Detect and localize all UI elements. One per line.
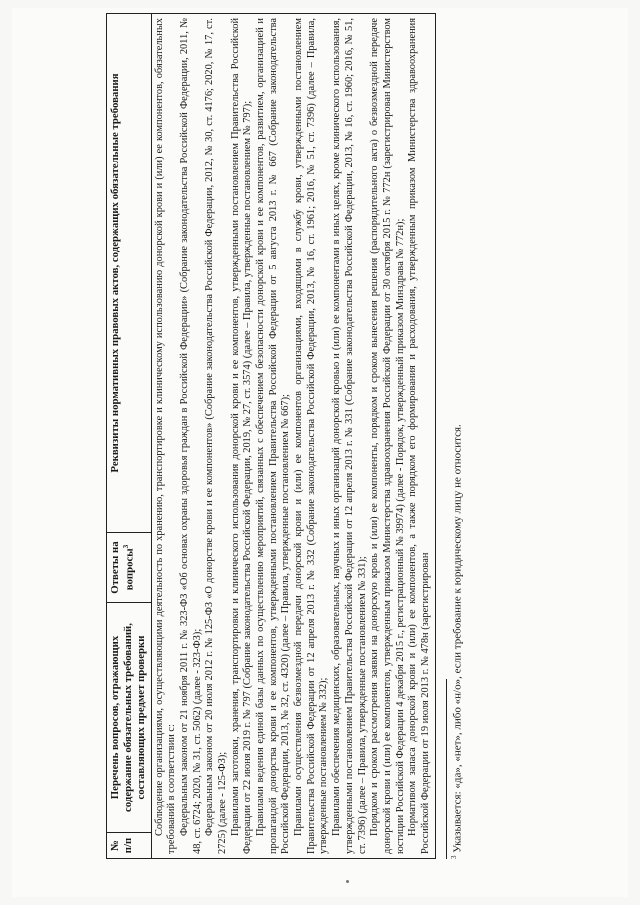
- paragraph-rules-667: Правилами ведения единой базы данных по осуществлению мероприятий, связанных с обеспечением безопасности донорской крови и ее компонентов, развитием, организацией и пропагандой донорства крови и ее компонентов, утвержденными постановлением Правительства Российской Федерации от 5 августа 2013 г. № 667 (Собрание законодательства Российской Федерации, 2013, № 32, ст. 4320) (далее – Правила, утвержденные постановлением № 667);: [255, 18, 292, 854]
- footnote-mark: 3: [122, 544, 131, 549]
- merged-content-cell: [151, 14, 435, 859]
- paragraph-intro: Соблюдение организациями, осуществляющими деятельность по хранению, транспортировке и клиническому использованию донорской крови и (или) ее компонентов, обязательных требований в соответствии с:: [153, 18, 178, 854]
- footnote-separator: [446, 679, 447, 859]
- header-number: № п/п: [107, 833, 152, 859]
- header-answers-label: Ответы на вопросы: [109, 541, 136, 594]
- paragraph-323fz: Федеральным законом от 21 ноября 2011 г. № 323-ФЗ «Об основах охраны здоровья граждан в Российской Федерации» (Собрание законодательства Российской Федерации, 2011, № 48, ст. 6724; 2020, № 31, ст. 5062) (далее - 323-ФЗ);: [178, 18, 203, 854]
- header-questions: Перечень вопросов, отражающих содержание обязательных требований, составляющих предмет проверки: [107, 603, 152, 833]
- header-answers: [107, 533, 152, 603]
- requirements-table: [106, 13, 436, 859]
- paragraph-rules-797: Правилами заготовки, хранения, транспортировки и клинического использования донорской крови и ее компонентов, утвержденными постановлением Правительства Российской Федерации от 22 июня 2019 г. № 797 (Собрание законодательства Российской Федерации, 2019, № 27, ст. 3574) (далее – Правила, утвержденные постановлением № 797);: [229, 18, 254, 854]
- rotated-document: [106, 14, 576, 859]
- footnote-number: 3: [449, 855, 458, 859]
- table-header-row: [107, 14, 152, 859]
- paragraph-rules-332: Правилами осуществления безвозмездной передачи донорской крови и (или) ее компонентов организациями, входящими в службу крови, утвержденными постановлением Правительства Российской Федерации от 12 апреля 2013 г. № 332 (Собрание законодательства Российской Федерации, 2013, № 16, ст. 1961; 2016, № 51, ст. 7396) (далее – Правила, утвержденные постановлением № 332);: [293, 18, 330, 854]
- paragraph-order-772n: Порядком и сроком рассмотрения заявки на донорскую кровь и (или) ее компоненты, порядком и сроком вынесения решения (распорядительного акта) о безвозмездной передаче донорской крови и (или) ее компонентов, утвержденным приказом Министерства здравоохранения Российской Федерации от 30 октября 2015 г. № 772н (зарегистрирован Министерством юстиции Российской Федерации 4 декабря 2015 г., регистрационный № 39974) (далее - Порядок, утвержденный приказом Минздрава № 772н);: [369, 18, 406, 854]
- paragraph-rules-331: Правилами обеспечения медицинских, образовательных, научных и иных организаций донорской кровью и (или) ее компонентами в иных целях, кроме клинического использования, утвержденными постановлением Правительства Российской Федерации от 12 апреля 2013 г. № 331 (Собрание законодательства Российской Федерации, 2013, № 16, ст. 1960; 2016, № 51, ст. 7396) (далее – Правила, утвержденные постановлением № 331);: [331, 18, 368, 854]
- footnote: [446, 14, 464, 859]
- paragraph-125fz: Федеральным законом от 20 июля 2012 г. № 125-ФЗ «О донорстве крови и ее компонентов» (Собрание законодательства Российской Федерации, 2012, № 30, ст. 4176; 2020, № 17, ст. 2725) (далее - 125-ФЗ);: [204, 18, 228, 854]
- footnote-text: Указывается: «да», «нет», либо «н/о», если требование к юридическому лицу не относится.: [451, 424, 464, 853]
- scan-artifact-dot: [346, 880, 349, 883]
- header-requisites: Реквизиты нормативных правовых актов, содержащих обязательные требования: [107, 14, 152, 533]
- table-row: [151, 14, 435, 859]
- paragraph-order-478n: Нормативом запаса донорской крови и (или) ее компонентов, а также порядком его формирования и расходования, утвержденным приказом Министерства здравоохранения Российской Федерации от 19 июля 2013 г. № 478н (зарегистрирован: [407, 18, 431, 854]
